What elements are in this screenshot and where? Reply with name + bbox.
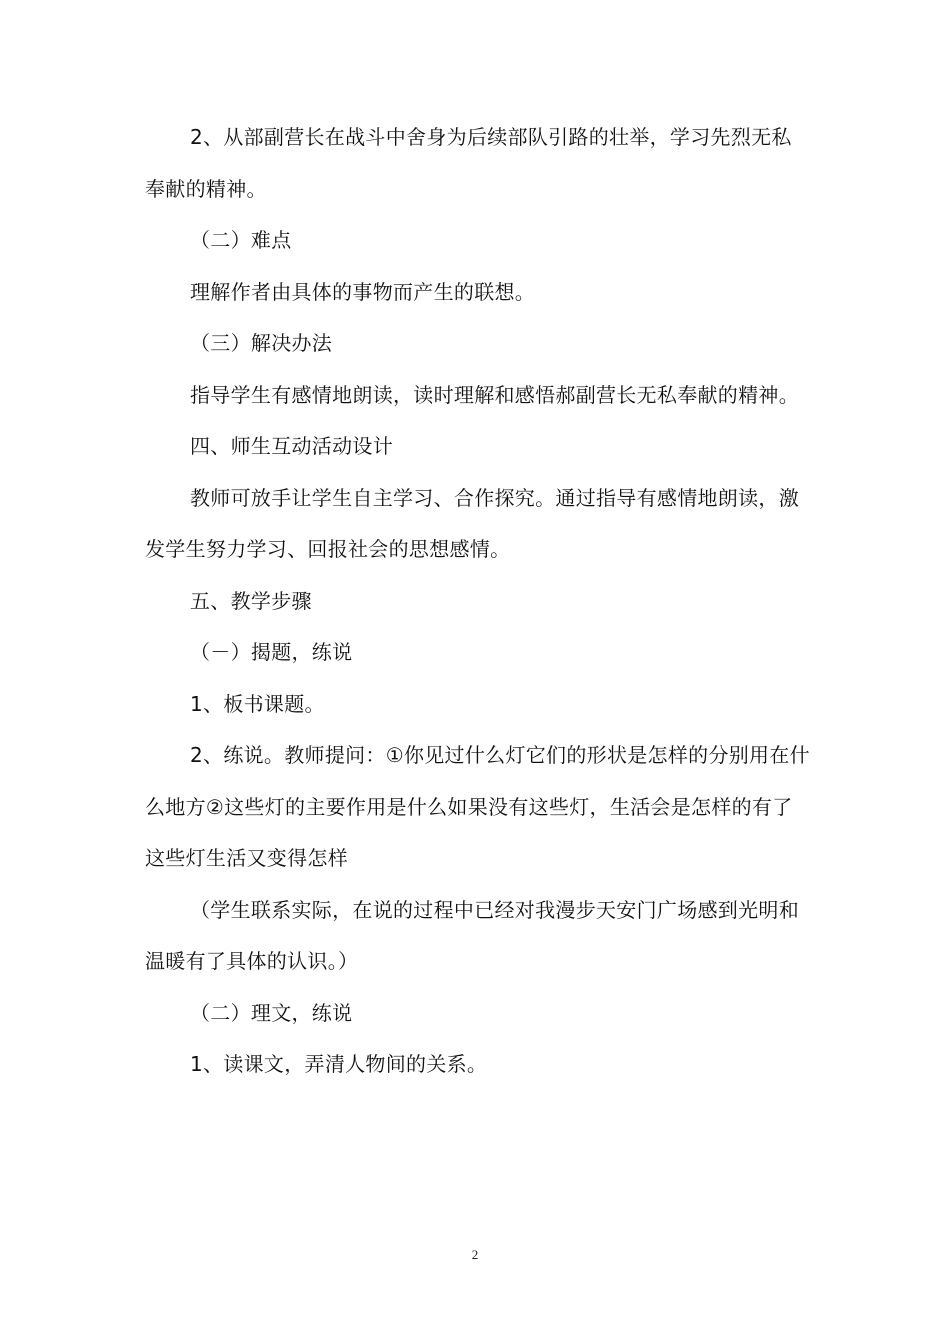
paragraph-difficulty: 理解作者由具体的事物而产生的联想。 [190, 279, 536, 304]
paragraph-solution: 指导学生有感情地朗读，读时理解和感悟郝副营长无私奉献的精神。 [190, 382, 799, 407]
heading-solution: （三）解决办法 [190, 331, 333, 355]
document-body [145, 112, 810, 1091]
paragraph-step-1-item-1: 1、板书课题。 [190, 691, 325, 716]
heading-interaction-design: 四、师生互动活动设计 [190, 434, 393, 458]
heading-teaching-steps: 五、教学步骤 [190, 588, 312, 613]
paragraph-step-1-note: （学生联系实际，在说的过程中已经对我漫步天安门广场感到光明和温暖有了具体的认识。） [145, 897, 799, 973]
heading-difficulty: （二）难点 [190, 228, 292, 252]
heading-step-1: （－）揭题，练说 [190, 640, 353, 664]
page-number: 2 [471, 1247, 479, 1262]
paragraph-step-2-item-1: 1、读课文，弄清人物间的关系。 [190, 1052, 488, 1076]
paragraph-interaction-design: 教师可放手让学生自主学习、合作探究。通过指导有感情地朗读，激发学生努力学习、回报社会的思想感情。 [145, 485, 799, 561]
heading-step-2: （二）理文，练说 [190, 1000, 353, 1025]
paragraph-step-1-item-2: 2、练说。教师提问：①你见过什么灯它们的形状是怎样的分别用在什么地方②这些灯的主要作用是什么如果没有这些灯，生活会是怎样的有了这些灯生活又变得怎样 [145, 743, 810, 870]
paragraph-goal-2: 2、从部副营长在战斗中舍身为后续部队引路的壮举，学习先烈无私奉献的精神。 [145, 125, 792, 201]
